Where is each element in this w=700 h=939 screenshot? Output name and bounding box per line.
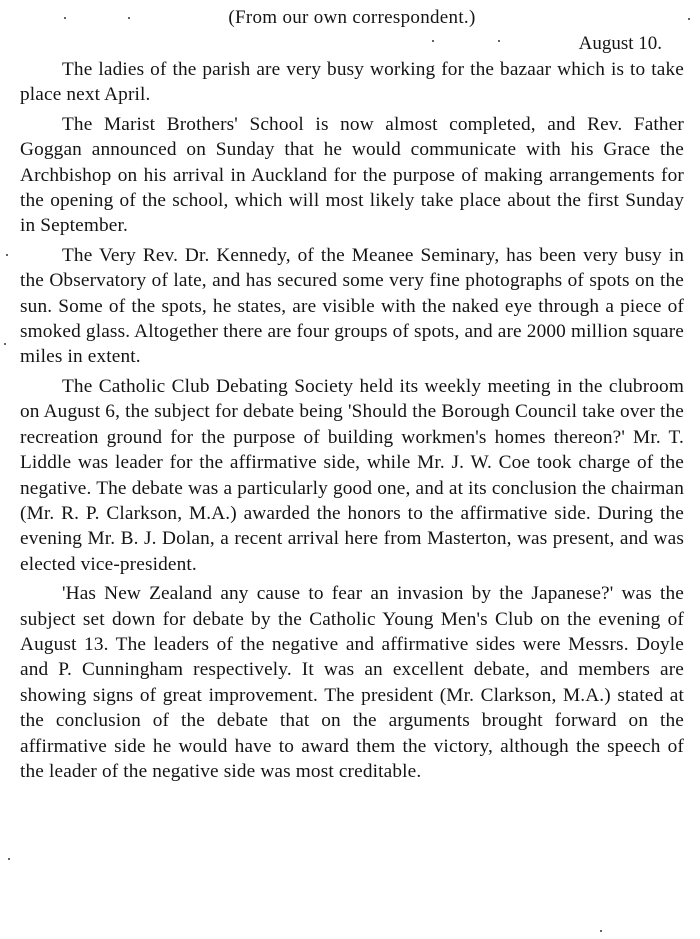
scan-speck bbox=[4, 343, 6, 345]
paragraph-bazaar: The ladies of the parish are very busy working for the bazaar which is to take place next April. bbox=[20, 59, 684, 106]
scan-speck bbox=[64, 17, 66, 19]
paragraph-observatory: The Very Rev. Dr. Kennedy, of the Meanee Seminary, has been very busy in the Observatory of late, and has secured some very fine photographs of spots on the sun. Some of the spots, he states, are visible with the naked eye through a piece of smoked glass. Altogether there are four groups of spots, and are 2000 million square miles in extent. bbox=[20, 244, 684, 368]
scan-speck bbox=[8, 858, 10, 860]
paragraph-debating-society: The Catholic Club Debating Society held its weekly meeting in the clubroom on August 6, the subject for debate being 'Should the Borough Council take over the recreation ground for the purpose of building workmen's homes thereon?' Mr. T. Liddle was leader for the affirmative side, while Mr. J. W. Coe took charge of the negative. The debate was a particularly good one, and at its conclusion the chairman (Mr. R. P. Clarkson, M.A.) awarded the honors to the affirmative side. During the evening Mr. B. J. Dolan, a recent arrival here from Masterton, was present, and was elected vice-president. bbox=[20, 375, 684, 575]
scan-speck bbox=[6, 254, 8, 256]
scan-speck bbox=[128, 17, 130, 19]
article bbox=[20, 0, 684, 788]
paragraph-marist-school: The Marist Brothers' School is now almost completed, and Rev. Father Goggan announced on Sunday that he would communicate with his Grace the Archbishop on his arrival in Auckland for the purpose of making arrangements for the opening of the school, which will most likely take place about the first Sunday in September. bbox=[20, 113, 684, 237]
byline: (From our own correspondent.) bbox=[228, 7, 476, 28]
scan-speck bbox=[432, 40, 434, 42]
scan-speck bbox=[600, 930, 602, 932]
scan-speck bbox=[688, 18, 690, 20]
dateline: August 10. bbox=[578, 33, 662, 54]
paragraph-young-mens-club: 'Has New Zealand any cause to fear an invasion by the Japanese?' was the subject set down for debate by the Catholic Young Men's Club on the evening of August 13. The leaders of the negative and affirmative sides were Messrs. Doyle and P. Cunningham respectively. It was an excellent debate, and members are showing signs of great improvement. The president (Mr. Clarkson, M.A.) stated at the conclusion of the debate that on the arguments brought forward on the affirmative side he would have to award them the victory, although the speech of the leader of the negative side was most creditable. bbox=[20, 583, 684, 782]
scan-speck bbox=[498, 40, 500, 42]
